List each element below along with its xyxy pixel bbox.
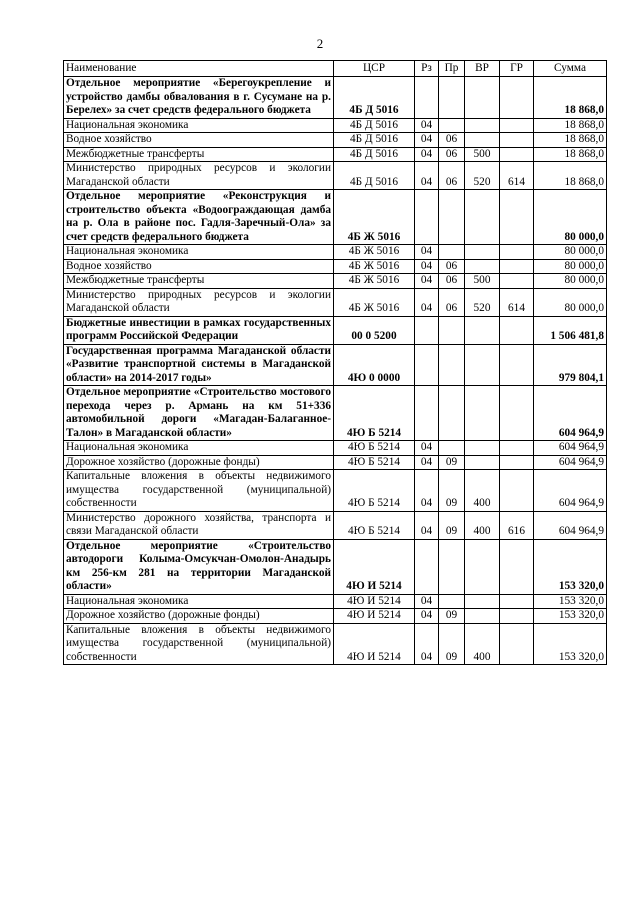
cell-csr: 4Б Ж 5016 bbox=[334, 190, 415, 245]
table-row bbox=[64, 455, 607, 470]
cell-gr bbox=[500, 133, 534, 148]
cell-vr bbox=[465, 77, 500, 119]
table-row bbox=[64, 441, 607, 456]
cell-gr: 616 bbox=[500, 511, 534, 539]
cell-pr: 09 bbox=[439, 455, 465, 470]
cell-name: Водное хозяйство bbox=[64, 133, 334, 148]
cell-sum: 80 000,0 bbox=[534, 259, 607, 274]
cell-name: Государственная программа Магаданской области «Развитие транспортной системы в Магаданской области» на 2014-2017 годы» bbox=[64, 344, 334, 386]
cell-pr: 06 bbox=[439, 259, 465, 274]
column-header-name: Наименование bbox=[64, 61, 334, 77]
table-row bbox=[64, 77, 607, 119]
cell-rz: 04 bbox=[415, 470, 439, 512]
cell-pr: 06 bbox=[439, 162, 465, 190]
cell-rz: 04 bbox=[415, 274, 439, 289]
cell-rz bbox=[415, 190, 439, 245]
table-row bbox=[64, 470, 607, 512]
cell-vr: 400 bbox=[465, 470, 500, 512]
cell-sum: 80 000,0 bbox=[534, 190, 607, 245]
cell-gr bbox=[500, 539, 534, 594]
cell-name: Отдельное мероприятие «Берегоукрепление и устройство дамбы обвалования в г. Сусумане на р. Берелех» за счет средств федерального бюджета bbox=[64, 77, 334, 119]
column-header-rz: Рз bbox=[415, 61, 439, 77]
table-row bbox=[64, 386, 607, 441]
cell-csr: 4Ю Б 5214 bbox=[334, 455, 415, 470]
cell-csr: 4Б Ж 5016 bbox=[334, 259, 415, 274]
cell-vr: 500 bbox=[465, 147, 500, 162]
cell-sum: 153 320,0 bbox=[534, 594, 607, 609]
cell-rz bbox=[415, 316, 439, 344]
cell-csr: 4Б Ж 5016 bbox=[334, 274, 415, 289]
cell-csr: 4Б Ж 5016 bbox=[334, 245, 415, 260]
cell-sum: 18 868,0 bbox=[534, 118, 607, 133]
cell-sum: 18 868,0 bbox=[534, 162, 607, 190]
cell-gr bbox=[500, 245, 534, 260]
cell-csr: 4Ю 0 0000 bbox=[334, 344, 415, 386]
cell-pr: 09 bbox=[439, 511, 465, 539]
table-row bbox=[64, 344, 607, 386]
cell-name: Дорожное хозяйство (дорожные фонды) bbox=[64, 609, 334, 624]
cell-gr bbox=[500, 316, 534, 344]
cell-name: Отдельное мероприятие «Строительство автодороги Колыма-Омсукчан-Омолон-Анадырь км 256-км 281 на территории Магаданской области» bbox=[64, 539, 334, 594]
table-row bbox=[64, 162, 607, 190]
table-row bbox=[64, 133, 607, 148]
cell-rz: 04 bbox=[415, 623, 439, 665]
cell-name: Национальная экономика bbox=[64, 441, 334, 456]
table-row bbox=[64, 288, 607, 316]
cell-gr bbox=[500, 623, 534, 665]
cell-gr bbox=[500, 77, 534, 119]
cell-vr: 520 bbox=[465, 288, 500, 316]
cell-gr bbox=[500, 470, 534, 512]
page-number: 2 bbox=[316, 36, 324, 51]
cell-name: Министерство природных ресурсов и экологии Магаданской области bbox=[64, 288, 334, 316]
cell-sum: 604 964,9 bbox=[534, 441, 607, 456]
cell-vr bbox=[465, 594, 500, 609]
cell-rz: 04 bbox=[415, 118, 439, 133]
table-row bbox=[64, 609, 607, 624]
table-row bbox=[64, 594, 607, 609]
cell-pr: 06 bbox=[439, 133, 465, 148]
column-header-csr: ЦСР bbox=[334, 61, 415, 77]
cell-gr bbox=[500, 274, 534, 289]
cell-sum: 18 868,0 bbox=[534, 77, 607, 119]
cell-csr: 4Б Ж 5016 bbox=[334, 288, 415, 316]
cell-vr bbox=[465, 118, 500, 133]
cell-sum: 18 868,0 bbox=[534, 147, 607, 162]
table-row bbox=[64, 316, 607, 344]
cell-vr bbox=[465, 441, 500, 456]
cell-vr bbox=[465, 259, 500, 274]
column-header-vr: ВР bbox=[465, 61, 500, 77]
cell-pr bbox=[439, 539, 465, 594]
cell-name: Национальная экономика bbox=[64, 594, 334, 609]
cell-rz: 04 bbox=[415, 441, 439, 456]
cell-rz: 04 bbox=[415, 162, 439, 190]
cell-sum: 604 964,9 bbox=[534, 470, 607, 512]
cell-pr bbox=[439, 316, 465, 344]
table-row bbox=[64, 118, 607, 133]
cell-rz: 04 bbox=[415, 259, 439, 274]
cell-csr: 4Ю Б 5214 bbox=[334, 386, 415, 441]
cell-gr bbox=[500, 386, 534, 441]
cell-name: Капитальные вложения в объекты недвижимого имущества государственной (муниципальной) собственности bbox=[64, 623, 334, 665]
cell-sum: 604 964,9 bbox=[534, 455, 607, 470]
cell-name: Водное хозяйство bbox=[64, 259, 334, 274]
cell-sum: 979 804,1 bbox=[534, 344, 607, 386]
cell-pr bbox=[439, 190, 465, 245]
cell-vr bbox=[465, 133, 500, 148]
cell-name: Дорожное хозяйство (дорожные фонды) bbox=[64, 455, 334, 470]
cell-sum: 153 320,0 bbox=[534, 623, 607, 665]
cell-csr: 4Ю Б 5214 bbox=[334, 470, 415, 512]
column-header-pr: Пр bbox=[439, 61, 465, 77]
cell-pr: 06 bbox=[439, 288, 465, 316]
cell-vr bbox=[465, 609, 500, 624]
cell-pr: 09 bbox=[439, 623, 465, 665]
cell-gr bbox=[500, 441, 534, 456]
cell-pr bbox=[439, 77, 465, 119]
budget-table bbox=[63, 60, 607, 665]
cell-name: Бюджетные инвестиции в рамках государственных программ Российской Федерации bbox=[64, 316, 334, 344]
cell-csr: 4Б Д 5016 bbox=[334, 118, 415, 133]
cell-vr: 500 bbox=[465, 274, 500, 289]
cell-vr bbox=[465, 245, 500, 260]
cell-sum: 153 320,0 bbox=[534, 539, 607, 594]
cell-pr: 09 bbox=[439, 470, 465, 512]
cell-pr bbox=[439, 118, 465, 133]
column-header-sum: Сумма bbox=[534, 61, 607, 77]
cell-csr: 4Б Д 5016 bbox=[334, 147, 415, 162]
cell-sum: 80 000,0 bbox=[534, 245, 607, 260]
cell-pr bbox=[439, 386, 465, 441]
cell-rz: 04 bbox=[415, 609, 439, 624]
cell-rz bbox=[415, 344, 439, 386]
cell-csr: 4Б Д 5016 bbox=[334, 77, 415, 119]
cell-sum: 18 868,0 bbox=[534, 133, 607, 148]
cell-rz: 04 bbox=[415, 455, 439, 470]
cell-rz bbox=[415, 386, 439, 441]
table-header bbox=[64, 61, 607, 77]
cell-csr: 4Б Д 5016 bbox=[334, 133, 415, 148]
table-row bbox=[64, 274, 607, 289]
cell-name: Капитальные вложения в объекты недвижимого имущества государственной (муниципальной) собственности bbox=[64, 470, 334, 512]
cell-rz bbox=[415, 77, 439, 119]
table-row bbox=[64, 623, 607, 665]
cell-rz: 04 bbox=[415, 133, 439, 148]
cell-gr bbox=[500, 455, 534, 470]
cell-csr: 4Ю И 5214 bbox=[334, 539, 415, 594]
cell-vr: 400 bbox=[465, 511, 500, 539]
table-body bbox=[64, 77, 607, 665]
cell-vr bbox=[465, 539, 500, 594]
cell-csr: 00 0 5200 bbox=[334, 316, 415, 344]
cell-pr: 09 bbox=[439, 609, 465, 624]
cell-pr bbox=[439, 344, 465, 386]
cell-gr bbox=[500, 259, 534, 274]
cell-vr: 520 bbox=[465, 162, 500, 190]
cell-csr: 4Ю И 5214 bbox=[334, 594, 415, 609]
cell-name: Министерство дорожного хозяйства, транспорта и связи Магаданской области bbox=[64, 511, 334, 539]
cell-gr: 614 bbox=[500, 162, 534, 190]
cell-rz bbox=[415, 539, 439, 594]
header-row bbox=[64, 61, 607, 77]
cell-name: Отдельное мероприятие «Строительство мостового перехода через р. Армань на км 51+336 автомобильной дороги «Магадан-Балаганное-Талон» в Магаданской области» bbox=[64, 386, 334, 441]
table-row bbox=[64, 147, 607, 162]
cell-sum: 80 000,0 bbox=[534, 274, 607, 289]
cell-gr bbox=[500, 609, 534, 624]
cell-rz: 04 bbox=[415, 245, 439, 260]
table-row bbox=[64, 259, 607, 274]
cell-csr: 4Б Д 5016 bbox=[334, 162, 415, 190]
cell-name: Межбюджетные трансферты bbox=[64, 274, 334, 289]
cell-vr bbox=[465, 316, 500, 344]
table-row bbox=[64, 190, 607, 245]
table-row bbox=[64, 245, 607, 260]
cell-pr: 06 bbox=[439, 274, 465, 289]
cell-gr bbox=[500, 118, 534, 133]
cell-gr bbox=[500, 147, 534, 162]
cell-csr: 4Ю И 5214 bbox=[334, 623, 415, 665]
cell-vr bbox=[465, 344, 500, 386]
cell-name: Национальная экономика bbox=[64, 245, 334, 260]
cell-pr bbox=[439, 441, 465, 456]
cell-vr bbox=[465, 190, 500, 245]
column-header-gr: ГР bbox=[500, 61, 534, 77]
cell-gr: 614 bbox=[500, 288, 534, 316]
cell-vr: 400 bbox=[465, 623, 500, 665]
cell-pr bbox=[439, 594, 465, 609]
cell-vr bbox=[465, 386, 500, 441]
cell-sum: 604 964,9 bbox=[534, 511, 607, 539]
cell-csr: 4Ю Б 5214 bbox=[334, 441, 415, 456]
cell-rz: 04 bbox=[415, 288, 439, 316]
cell-pr: 06 bbox=[439, 147, 465, 162]
cell-csr: 4Ю И 5214 bbox=[334, 609, 415, 624]
cell-pr bbox=[439, 245, 465, 260]
cell-rz: 04 bbox=[415, 147, 439, 162]
cell-gr bbox=[500, 190, 534, 245]
cell-vr bbox=[465, 455, 500, 470]
cell-sum: 604 964,9 bbox=[534, 386, 607, 441]
cell-rz: 04 bbox=[415, 594, 439, 609]
cell-csr: 4Ю Б 5214 bbox=[334, 511, 415, 539]
cell-sum: 1 506 481,8 bbox=[534, 316, 607, 344]
cell-name: Министерство природных ресурсов и экологии Магаданской области bbox=[64, 162, 334, 190]
table-row bbox=[64, 511, 607, 539]
cell-rz: 04 bbox=[415, 511, 439, 539]
cell-name: Отдельное мероприятие «Реконструкция и строительство объекта «Водоограждающая дамба на р. Ола в районе пос. Гадля-Заречный-Ола» за счет средств федерального бюджета bbox=[64, 190, 334, 245]
cell-sum: 80 000,0 bbox=[534, 288, 607, 316]
cell-sum: 153 320,0 bbox=[534, 609, 607, 624]
cell-name: Национальная экономика bbox=[64, 118, 334, 133]
cell-gr bbox=[500, 344, 534, 386]
cell-gr bbox=[500, 594, 534, 609]
cell-name: Межбюджетные трансферты bbox=[64, 147, 334, 162]
table-row bbox=[64, 539, 607, 594]
